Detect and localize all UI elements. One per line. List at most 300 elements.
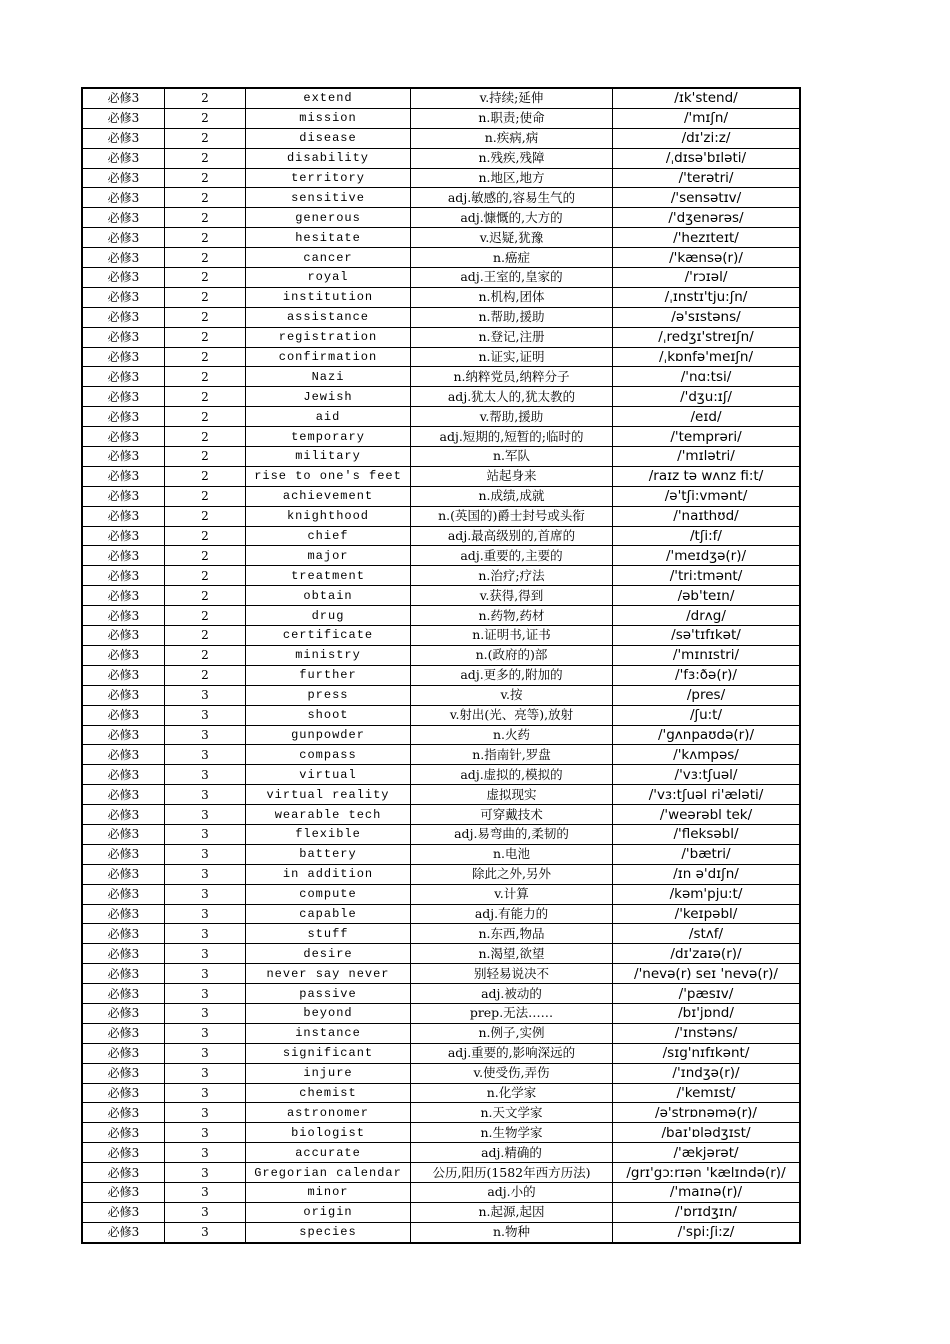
cell-meaning: v.帮助,援助 [411, 407, 613, 427]
table-row [82, 307, 800, 327]
cell-meaning: n.成绩,成就 [411, 486, 613, 506]
table-row [82, 347, 800, 367]
cell-meaning: n.渴望,欲望 [411, 944, 613, 964]
cell-meaning: n.天文学家 [411, 1103, 613, 1123]
table-row [82, 785, 800, 805]
cell-phonetic: /ɪn ə'dɪʃn/ [613, 864, 801, 884]
cell-phonetic: /pres/ [613, 685, 801, 705]
cell-word: ministry [246, 645, 411, 665]
cell-textbook: 必修3 [82, 844, 165, 864]
cell-word: certificate [246, 626, 411, 646]
cell-meaning: adj.王室的,皇家的 [411, 268, 613, 288]
cell-unit: 3 [165, 1003, 246, 1023]
cell-unit: 2 [165, 566, 246, 586]
table-row [82, 387, 800, 407]
cell-unit: 2 [165, 506, 246, 526]
cell-meaning: adj.最高级别的,首席的 [411, 526, 613, 546]
table-row [82, 844, 800, 864]
cell-unit: 3 [165, 725, 246, 745]
cell-word: flexible [246, 824, 411, 844]
cell-meaning: 虚拟现实 [411, 785, 613, 805]
cell-meaning: n.生物学家 [411, 1123, 613, 1143]
cell-unit: 3 [165, 944, 246, 964]
table-row [82, 248, 800, 268]
cell-unit: 2 [165, 645, 246, 665]
cell-phonetic: /'nevə(r) seɪ 'nevə(r)/ [613, 964, 801, 984]
table-row [82, 466, 800, 486]
cell-word: further [246, 665, 411, 685]
cell-textbook: 必修3 [82, 367, 165, 387]
cell-meaning: adj.有能力的 [411, 904, 613, 924]
cell-meaning: adj.敏感的,容易生气的 [411, 188, 613, 208]
cell-word: beyond [246, 1003, 411, 1023]
cell-textbook: 必修3 [82, 307, 165, 327]
cell-word: knighthood [246, 506, 411, 526]
cell-textbook: 必修3 [82, 1103, 165, 1123]
cell-unit: 3 [165, 844, 246, 864]
cell-phonetic: /'terətri/ [613, 168, 801, 188]
cell-textbook: 必修3 [82, 407, 165, 427]
cell-meaning: n.职责;使命 [411, 108, 613, 128]
cell-word: extend [246, 88, 411, 108]
cell-phonetic: /baɪ'ɒlədʒɪst/ [613, 1123, 801, 1143]
cell-textbook: 必修3 [82, 586, 165, 606]
table-row [82, 168, 800, 188]
cell-textbook: 必修3 [82, 248, 165, 268]
table-row [82, 546, 800, 566]
cell-unit: 2 [165, 228, 246, 248]
cell-unit: 2 [165, 128, 246, 148]
cell-textbook: 必修3 [82, 1222, 165, 1242]
cell-unit: 2 [165, 526, 246, 546]
cell-textbook: 必修3 [82, 506, 165, 526]
cell-unit: 3 [165, 904, 246, 924]
table-row [82, 367, 800, 387]
cell-phonetic: /dɪ'zaɪə(r)/ [613, 944, 801, 964]
table-row [82, 964, 800, 984]
cell-phonetic: /ˌdɪsə'bɪləti/ [613, 148, 801, 168]
cell-phonetic: /stʌf/ [613, 924, 801, 944]
cell-unit: 2 [165, 268, 246, 288]
cell-word: in addition [246, 864, 411, 884]
cell-phonetic: /'tri:tmənt/ [613, 566, 801, 586]
cell-meaning: adj.短期的,短暂的;临时的 [411, 427, 613, 447]
cell-unit: 2 [165, 626, 246, 646]
table-row [82, 108, 800, 128]
cell-phonetic: /'keɪpəbl/ [613, 904, 801, 924]
table-row [82, 645, 800, 665]
cell-meaning: n.地区,地方 [411, 168, 613, 188]
cell-textbook: 必修3 [82, 347, 165, 367]
cell-phonetic: /'vɜ:tʃuəl ri'æləti/ [613, 785, 801, 805]
cell-phonetic: /'rɔɪəl/ [613, 268, 801, 288]
cell-phonetic: /'gʌnpaʊdə(r)/ [613, 725, 801, 745]
cell-meaning: prep.无法…… [411, 1003, 613, 1023]
cell-unit: 2 [165, 486, 246, 506]
table-row [82, 287, 800, 307]
cell-textbook: 必修3 [82, 466, 165, 486]
cell-unit: 2 [165, 427, 246, 447]
cell-unit: 3 [165, 824, 246, 844]
cell-phonetic: /'maɪnə(r)/ [613, 1182, 801, 1202]
cell-phonetic: /'ɒrɪdʒɪn/ [613, 1202, 801, 1222]
cell-phonetic: /drʌg/ [613, 606, 801, 626]
cell-unit: 3 [165, 1103, 246, 1123]
cell-unit: 3 [165, 1182, 246, 1202]
cell-phonetic: /'dʒenərəs/ [613, 208, 801, 228]
cell-meaning: n.证明书,证书 [411, 626, 613, 646]
cell-meaning: n.东西,物品 [411, 924, 613, 944]
cell-meaning: n.治疗;疗法 [411, 566, 613, 586]
cell-unit: 2 [165, 148, 246, 168]
cell-unit: 3 [165, 1043, 246, 1063]
cell-meaning: n.(英国的)爵士封号或头衔 [411, 506, 613, 526]
cell-textbook: 必修3 [82, 327, 165, 347]
cell-textbook: 必修3 [82, 88, 165, 108]
cell-meaning: n.登记,注册 [411, 327, 613, 347]
cell-unit: 2 [165, 586, 246, 606]
cell-meaning: n.残疾,残障 [411, 148, 613, 168]
cell-unit: 3 [165, 1063, 246, 1083]
cell-unit: 3 [165, 805, 246, 825]
cell-textbook: 必修3 [82, 665, 165, 685]
table-row [82, 1003, 800, 1023]
cell-meaning: adj.重要的,主要的 [411, 546, 613, 566]
cell-textbook: 必修3 [82, 924, 165, 944]
cell-textbook: 必修3 [82, 108, 165, 128]
cell-word: virtual [246, 765, 411, 785]
table-row [82, 268, 800, 288]
cell-meaning: 除此之外,另外 [411, 864, 613, 884]
cell-phonetic: /'mɪnɪstri/ [613, 645, 801, 665]
table-row [82, 1043, 800, 1063]
cell-unit: 2 [165, 248, 246, 268]
table-row [82, 407, 800, 427]
cell-word: gunpowder [246, 725, 411, 745]
cell-meaning: v.按 [411, 685, 613, 705]
cell-phonetic: /ʃu:t/ [613, 705, 801, 725]
cell-phonetic: /'mɪʃn/ [613, 108, 801, 128]
table-row [82, 586, 800, 606]
table-row [82, 745, 800, 765]
cell-word: injure [246, 1063, 411, 1083]
cell-word: passive [246, 984, 411, 1004]
cell-unit: 2 [165, 327, 246, 347]
cell-unit: 3 [165, 685, 246, 705]
cell-word: registration [246, 327, 411, 347]
cell-word: generous [246, 208, 411, 228]
cell-textbook: 必修3 [82, 168, 165, 188]
cell-word: significant [246, 1043, 411, 1063]
cell-meaning: 公历,阳历(1582年西方历法) [411, 1163, 613, 1183]
cell-unit: 3 [165, 785, 246, 805]
table-row [82, 1182, 800, 1202]
cell-textbook: 必修3 [82, 447, 165, 467]
table-row [82, 447, 800, 467]
cell-meaning: n.帮助,援助 [411, 307, 613, 327]
cell-meaning: n.火药 [411, 725, 613, 745]
cell-phonetic: /'naɪthʊd/ [613, 506, 801, 526]
cell-phonetic: /ˌredʒɪ'streɪʃn/ [613, 327, 801, 347]
table-row [82, 765, 800, 785]
cell-unit: 2 [165, 347, 246, 367]
cell-unit: 3 [165, 1023, 246, 1043]
cell-phonetic: /'fɜ:ðə(r)/ [613, 665, 801, 685]
cell-textbook: 必修3 [82, 148, 165, 168]
table-row [82, 1083, 800, 1103]
table-row [82, 1143, 800, 1163]
cell-textbook: 必修3 [82, 1063, 165, 1083]
cell-textbook: 必修3 [82, 486, 165, 506]
cell-word: sensitive [246, 188, 411, 208]
cell-meaning: adj.易弯曲的,柔韧的 [411, 824, 613, 844]
cell-textbook: 必修3 [82, 1083, 165, 1103]
cell-unit: 2 [165, 188, 246, 208]
cell-meaning: adj.精确的 [411, 1143, 613, 1163]
cell-textbook: 必修3 [82, 1182, 165, 1202]
cell-unit: 2 [165, 665, 246, 685]
cell-phonetic: /'mɪlətri/ [613, 447, 801, 467]
cell-unit: 3 [165, 705, 246, 725]
table-row [82, 486, 800, 506]
cell-word: achievement [246, 486, 411, 506]
cell-meaning: v.迟疑,犹豫 [411, 228, 613, 248]
cell-phonetic: /'spi:ʃi:z/ [613, 1222, 801, 1242]
table-row [82, 1103, 800, 1123]
cell-word: Gregorian calendar [246, 1163, 411, 1183]
cell-phonetic: /'meɪdʒə(r)/ [613, 546, 801, 566]
table-row [82, 128, 800, 148]
cell-phonetic: /'bætri/ [613, 844, 801, 864]
cell-phonetic: /'nɑ:tsi/ [613, 367, 801, 387]
cell-word: aid [246, 407, 411, 427]
cell-meaning: v.持续;延伸 [411, 88, 613, 108]
cell-word: compute [246, 884, 411, 904]
cell-textbook: 必修3 [82, 705, 165, 725]
cell-word: shoot [246, 705, 411, 725]
cell-phonetic: /'ækjərət/ [613, 1143, 801, 1163]
table-row [82, 884, 800, 904]
cell-textbook: 必修3 [82, 526, 165, 546]
cell-textbook: 必修3 [82, 944, 165, 964]
cell-phonetic: /'weərəbl tek/ [613, 805, 801, 825]
cell-phonetic: /'hezɪteɪt/ [613, 228, 801, 248]
cell-word: cancer [246, 248, 411, 268]
table-row [82, 1123, 800, 1143]
cell-meaning: n.证实,证明 [411, 347, 613, 367]
cell-word: chemist [246, 1083, 411, 1103]
cell-unit: 3 [165, 884, 246, 904]
cell-word: press [246, 685, 411, 705]
cell-word: confirmation [246, 347, 411, 367]
table-row [82, 427, 800, 447]
cell-word: rise to one's feet [246, 466, 411, 486]
cell-unit: 3 [165, 924, 246, 944]
cell-word: drug [246, 606, 411, 626]
cell-phonetic: /'kemɪst/ [613, 1083, 801, 1103]
cell-word: minor [246, 1182, 411, 1202]
cell-textbook: 必修3 [82, 725, 165, 745]
cell-word: assistance [246, 307, 411, 327]
cell-textbook: 必修3 [82, 427, 165, 447]
cell-phonetic: /sɪg'nɪfɪkənt/ [613, 1043, 801, 1063]
table-row [82, 566, 800, 586]
cell-phonetic: /bɪ'jɒnd/ [613, 1003, 801, 1023]
cell-phonetic: /'vɜ:tʃuəl/ [613, 765, 801, 785]
cell-phonetic: /eɪd/ [613, 407, 801, 427]
cell-textbook: 必修3 [82, 287, 165, 307]
cell-unit: 2 [165, 367, 246, 387]
cell-textbook: 必修3 [82, 1023, 165, 1043]
cell-word: battery [246, 844, 411, 864]
cell-phonetic: /raɪz tə wʌnz fi:t/ [613, 466, 801, 486]
cell-textbook: 必修3 [82, 685, 165, 705]
table-row [82, 984, 800, 1004]
cell-phonetic: /grɪ'gɔːrɪən 'kælɪndə(r)/ [613, 1163, 801, 1183]
cell-phonetic: /'kʌmpəs/ [613, 745, 801, 765]
cell-textbook: 必修3 [82, 805, 165, 825]
cell-meaning: adj.重要的,影响深远的 [411, 1043, 613, 1063]
cell-meaning: n.机构,团体 [411, 287, 613, 307]
cell-unit: 3 [165, 745, 246, 765]
cell-meaning: n.起源,起因 [411, 1202, 613, 1222]
cell-textbook: 必修3 [82, 546, 165, 566]
cell-unit: 3 [165, 1083, 246, 1103]
cell-textbook: 必修3 [82, 606, 165, 626]
cell-textbook: 必修3 [82, 1202, 165, 1222]
cell-word: instance [246, 1023, 411, 1043]
cell-word: astronomer [246, 1103, 411, 1123]
cell-textbook: 必修3 [82, 208, 165, 228]
cell-phonetic: /ə'strɒnəmə(r)/ [613, 1103, 801, 1123]
cell-word: compass [246, 745, 411, 765]
table-row [82, 606, 800, 626]
cell-unit: 3 [165, 1163, 246, 1183]
cell-phonetic: /'temprəri/ [613, 427, 801, 447]
cell-phonetic: /ə'sɪstəns/ [613, 307, 801, 327]
cell-word: biologist [246, 1123, 411, 1143]
cell-textbook: 必修3 [82, 645, 165, 665]
cell-textbook: 必修3 [82, 884, 165, 904]
cell-meaning: 可穿戴技术 [411, 805, 613, 825]
cell-phonetic: /tʃi:f/ [613, 526, 801, 546]
cell-unit: 2 [165, 466, 246, 486]
cell-unit: 3 [165, 1202, 246, 1222]
cell-word: virtual reality [246, 785, 411, 805]
table-row [82, 1222, 800, 1242]
table-row [82, 805, 800, 825]
cell-phonetic: /'ɪndʒə(r)/ [613, 1063, 801, 1083]
table-row [82, 228, 800, 248]
cell-textbook: 必修3 [82, 785, 165, 805]
cell-meaning: adj.虚拟的,模拟的 [411, 765, 613, 785]
table-row [82, 506, 800, 526]
table-row [82, 705, 800, 725]
cell-textbook: 必修3 [82, 128, 165, 148]
cell-meaning: n.纳粹党员,纳粹分子 [411, 367, 613, 387]
cell-unit: 2 [165, 546, 246, 566]
cell-unit: 2 [165, 208, 246, 228]
cell-phonetic: /sə'tɪfɪkət/ [613, 626, 801, 646]
table-row [82, 924, 800, 944]
cell-unit: 3 [165, 984, 246, 1004]
cell-meaning: n.疾病,病 [411, 128, 613, 148]
cell-textbook: 必修3 [82, 745, 165, 765]
cell-meaning: 别轻易说决不 [411, 964, 613, 984]
table-row [82, 208, 800, 228]
cell-meaning: n.例子,实例 [411, 1023, 613, 1043]
cell-word: disease [246, 128, 411, 148]
cell-textbook: 必修3 [82, 188, 165, 208]
cell-word: obtain [246, 586, 411, 606]
table-row [82, 685, 800, 705]
cell-meaning: v.使受伤,弄伤 [411, 1063, 613, 1083]
table-row [82, 1023, 800, 1043]
cell-phonetic: /kəm'pju:t/ [613, 884, 801, 904]
table-row [82, 864, 800, 884]
cell-meaning: n.药物,药材 [411, 606, 613, 626]
cell-word: Jewish [246, 387, 411, 407]
cell-word: temporary [246, 427, 411, 447]
cell-unit: 2 [165, 168, 246, 188]
cell-word: institution [246, 287, 411, 307]
cell-unit: 2 [165, 606, 246, 626]
cell-textbook: 必修3 [82, 765, 165, 785]
cell-phonetic: /ˌkɒnfə'meɪʃn/ [613, 347, 801, 367]
cell-phonetic: /əb'teɪn/ [613, 586, 801, 606]
cell-meaning: n.指南针,罗盘 [411, 745, 613, 765]
cell-textbook: 必修3 [82, 1163, 165, 1183]
cell-meaning: v.获得,得到 [411, 586, 613, 606]
cell-phonetic: /ˌɪnstɪ'tju:ʃn/ [613, 287, 801, 307]
cell-word: stuff [246, 924, 411, 944]
cell-meaning: n.物种 [411, 1222, 613, 1242]
cell-phonetic: /'sensətɪv/ [613, 188, 801, 208]
cell-phonetic: /ɪk'stend/ [613, 88, 801, 108]
cell-word: treatment [246, 566, 411, 586]
cell-unit: 2 [165, 447, 246, 467]
cell-unit: 2 [165, 88, 246, 108]
cell-unit: 2 [165, 287, 246, 307]
cell-meaning: adj.被动的 [411, 984, 613, 1004]
table-row [82, 904, 800, 924]
cell-meaning: v.射出(光、亮等),放射 [411, 705, 613, 725]
cell-textbook: 必修3 [82, 387, 165, 407]
cell-meaning: adj.小的 [411, 1182, 613, 1202]
table-row [82, 665, 800, 685]
cell-phonetic: /'dʒu:ɪʃ/ [613, 387, 801, 407]
cell-meaning: n.军队 [411, 447, 613, 467]
table-row [82, 1202, 800, 1222]
cell-unit: 3 [165, 964, 246, 984]
cell-textbook: 必修3 [82, 268, 165, 288]
cell-word: never say never [246, 964, 411, 984]
cell-word: species [246, 1222, 411, 1242]
cell-textbook: 必修3 [82, 824, 165, 844]
cell-meaning: adj.更多的,附加的 [411, 665, 613, 685]
cell-word: origin [246, 1202, 411, 1222]
cell-phonetic: /'pæsɪv/ [613, 984, 801, 1004]
cell-meaning: n.癌症 [411, 248, 613, 268]
cell-word: hesitate [246, 228, 411, 248]
cell-textbook: 必修3 [82, 1143, 165, 1163]
table-row [82, 944, 800, 964]
cell-textbook: 必修3 [82, 1123, 165, 1143]
table-row [82, 824, 800, 844]
cell-word: capable [246, 904, 411, 924]
cell-textbook: 必修3 [82, 984, 165, 1004]
table-row [82, 148, 800, 168]
